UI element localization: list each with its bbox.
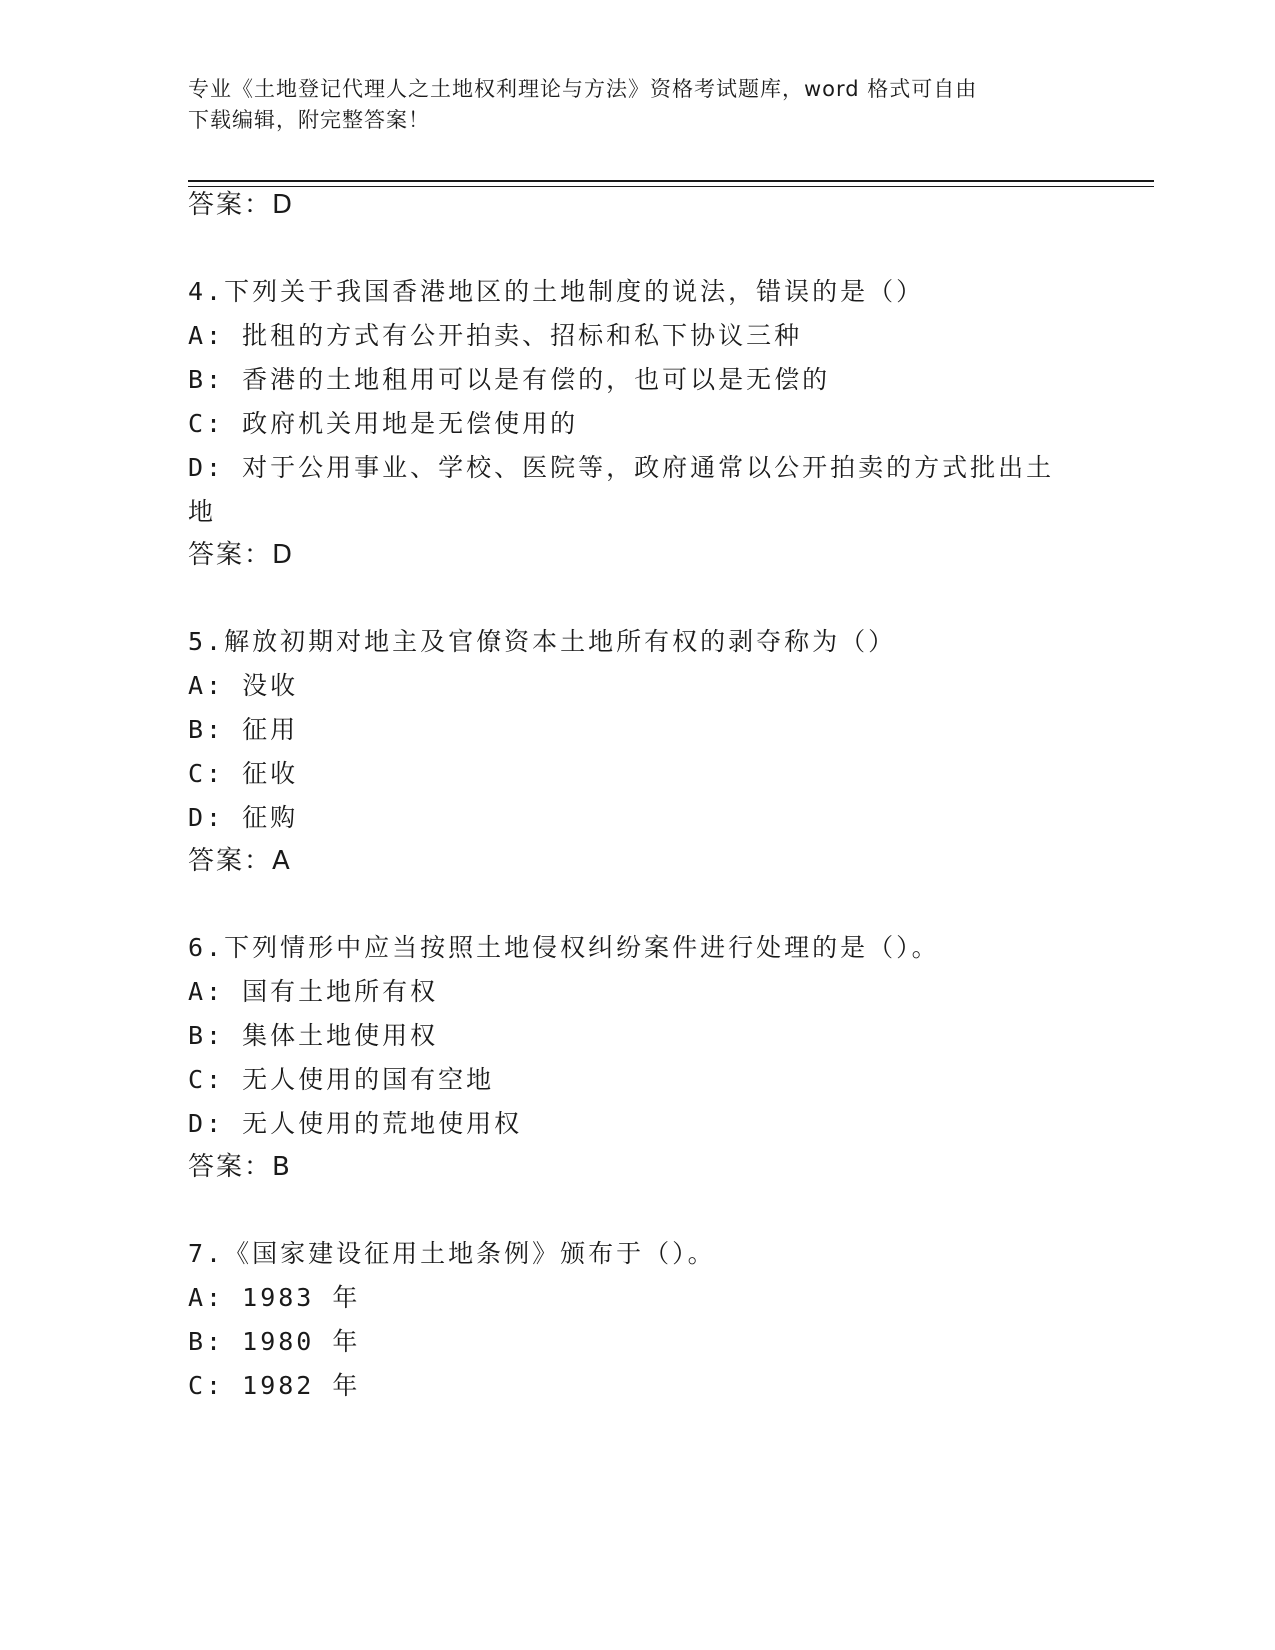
question-6-option-c: C: 无人使用的国有空地 — [188, 1065, 495, 1094]
question-7-option-c: C: 1982 年 — [188, 1371, 361, 1400]
question-5-text: 5.解放初期对地主及官僚资本土地所有权的剥夺称为（） — [188, 627, 897, 656]
question-6-option-b: B: 集体土地使用权 — [188, 1021, 439, 1050]
question-4-option-a: A: 批租的方式有公开拍卖、招标和私下协议三种 — [188, 321, 803, 350]
question-7-option-a: A: 1983 年 — [188, 1283, 361, 1312]
question-4-text: 4.下列关于我国香港地区的土地制度的说法，错误的是（） — [188, 277, 925, 306]
question-5-option-c: C: 征收 — [188, 759, 299, 788]
question-6-option-d: D: 无人使用的荒地使用权 — [188, 1109, 523, 1138]
header-rule-thin — [188, 186, 1154, 187]
question-4-option-b: B: 香港的土地租用可以是有偿的，也可以是无偿的 — [188, 365, 831, 394]
answer-previous: 答案：D — [188, 190, 295, 220]
question-5-option-a: A: 没收 — [188, 671, 299, 700]
question-6-answer: 答案：B — [188, 1152, 292, 1182]
question-5-answer: 答案：A — [188, 846, 292, 876]
question-5-option-d: D: 征购 — [188, 803, 299, 832]
document-header — [188, 74, 1088, 136]
question-4-answer: 答案：D — [188, 540, 295, 570]
header-line-1: 专业《土地登记代理人之土地权利理论与方法》资格考试题库，word 格式可自由 — [188, 77, 978, 101]
question-7-text: 7.《国家建设征用土地条例》颁布于（）。 — [188, 1239, 716, 1268]
question-4-option-d-continued: 地 — [188, 497, 217, 526]
header-rule-thick — [188, 180, 1154, 182]
question-5-option-b: B: 征用 — [188, 715, 299, 744]
question-6-text: 6.下列情形中应当按照土地侵权纠纷案件进行处理的是（）。 — [188, 933, 940, 962]
question-4-option-c: C: 政府机关用地是无偿使用的 — [188, 409, 579, 438]
question-6-option-a: A: 国有土地所有权 — [188, 977, 439, 1006]
question-7-option-b: B: 1980 年 — [188, 1327, 361, 1356]
question-4-option-d: D: 对于公用事业、学校、医院等，政府通常以公开拍卖的方式批出土 — [188, 453, 1055, 482]
header-line-2: 下载编辑，附完整答案！ — [188, 108, 430, 132]
